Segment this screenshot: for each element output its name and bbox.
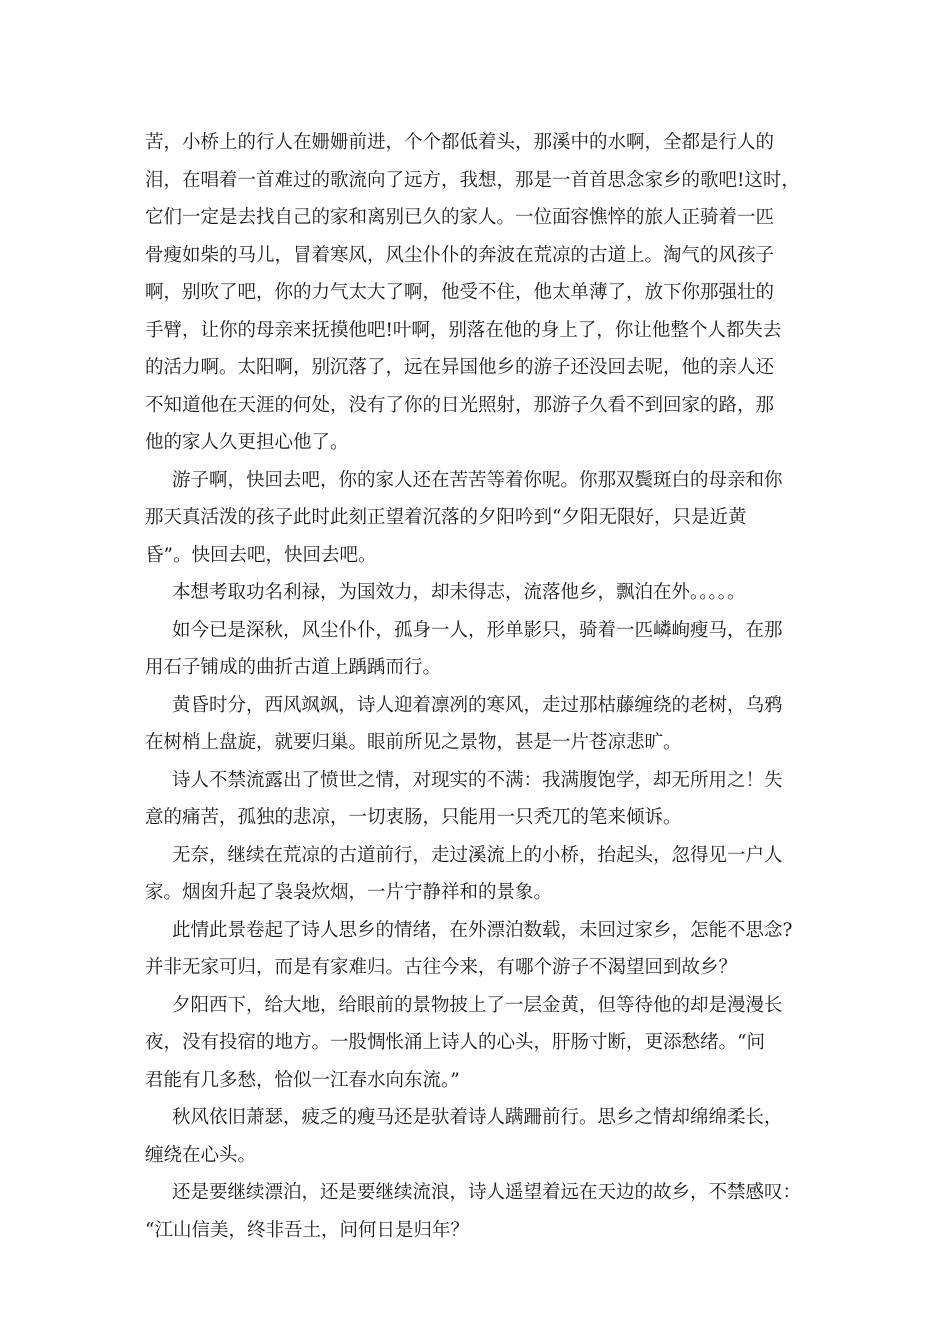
text-line: 它们一定是去找自己的家和离别已久的家人。一位面容憔悴的旅人正骑着一匹 — [145, 207, 775, 228]
text-line: 缠绕在心头。 — [145, 1144, 257, 1166]
text-line: 夜，没有投宿的地方。一股惆怅涌上诗人的心头，肝肠寸断，更添愁绪。“问 — [145, 1032, 765, 1053]
text-line: 骨瘦如柴的马儿，冒着寒风，风尘仆仆的奔波在荒凉的古道上。淘气的风孩子 — [145, 244, 775, 266]
text-line: 还是要继续漂泊，还是要继续流浪，诗人遥望着远在天边的故乡，不禁感叹： — [172, 1182, 802, 1203]
text-line: 苦，小桥上的行人在姗姗前进，个个都低着头，那溪中的水啊，全都是行人的 — [145, 132, 775, 153]
text-line: 并非无家可归，而是有家难归。古往今来，有哪个游子不渴望回到故乡？ — [145, 957, 738, 978]
text-line: 的活力啊。太阳啊，别沉落了，远在异国他乡的游子还没回去呢，他的亲人还 — [145, 357, 775, 378]
text-line: 家。烟囱升起了袅袅炊烟，一片宁静祥和的景象。 — [145, 882, 553, 903]
text-line: 秋风依旧萧瑟，疲乏的瘦马还是驮着诗人蹒跚前行。思乡之情却绵绵柔长， — [172, 1107, 783, 1128]
text-line: 手臂，让你的母亲来抚摸他吧!叶啊，别落在他的身上了，你让他整个人都失去 — [145, 319, 782, 341]
text-line: 黄昏时分，西风飒飒，诗人迎着凛冽的寒风，走过那枯藤缠绕的老树，乌鸦 — [172, 694, 783, 716]
text-line: 夕阳西下，给大地，给眼前的景物披上了一层金黄，但等待他的却是漫漫长 — [172, 994, 783, 1016]
text-line: “江山信美，终非吾土，问何日是归年？ — [145, 1219, 469, 1241]
text-line: 如今已是深秋，风尘仆仆，孤身一人，形单影只，骑着一匹嶙峋瘦马，在那 — [172, 619, 783, 641]
text-line: 诗人不禁流露出了愤世之情，对现实的不满：我满腹饱学，却无所用之！失 — [172, 769, 783, 791]
text-line: 此情此景卷起了诗人思乡的情绪，在外漂泊数载，未回过家乡，怎能不思念? — [172, 919, 793, 941]
text-line: 游子啊，快回去吧，你的家人还在苦苦等着你呢。你那双鬓斑白的母亲和你 — [172, 469, 783, 491]
text-line: 那天真活泼的孩子此时此刻正望着沉落的夕阳吟到“夕阳无限好，只是近黄 — [145, 507, 747, 528]
text-line: 用石子铺成的曲折古道上踽踽而行。 — [145, 657, 442, 678]
text-line: 他的家人久更担心他了。 — [145, 432, 349, 453]
text-line: 在树梢上盘旋，就要归巢。眼前所见之景物，甚是一片苍凉悲旷。 — [145, 732, 682, 753]
text-line: 君能有几多愁，恰似一江春水向东流。” — [145, 1069, 460, 1091]
text-line: 昏”。快回去吧，快回去吧。 — [145, 544, 377, 566]
essay-text-block — [145, 124, 825, 1249]
text-line: 泪，在唱着一首难过的歌流向了远方，我想，那是一首首思念家乡的歌吧!这时， — [145, 169, 800, 191]
text-line: 本想考取功名利禄，为国效力，却未得志，流落他乡，飘泊在外。。。。。 — [172, 582, 746, 603]
text-line: 啊，别吹了吧，你的力气太大了啊，他受不住，他太单薄了，放下你那强壮的 — [145, 282, 775, 303]
text-line: 意的痛苦，孤独的悲凉，一切衷肠，只能用一只秃兀的笔来倾诉。 — [145, 807, 682, 828]
text-line: 无奈，继续在荒凉的古道前行，走过溪流上的小桥，抬起头，忽得见一户人 — [172, 844, 783, 866]
text-line: 不知道他在天涯的何处，没有了你的日光照射，那游子久看不到回家的路，那 — [145, 394, 775, 416]
